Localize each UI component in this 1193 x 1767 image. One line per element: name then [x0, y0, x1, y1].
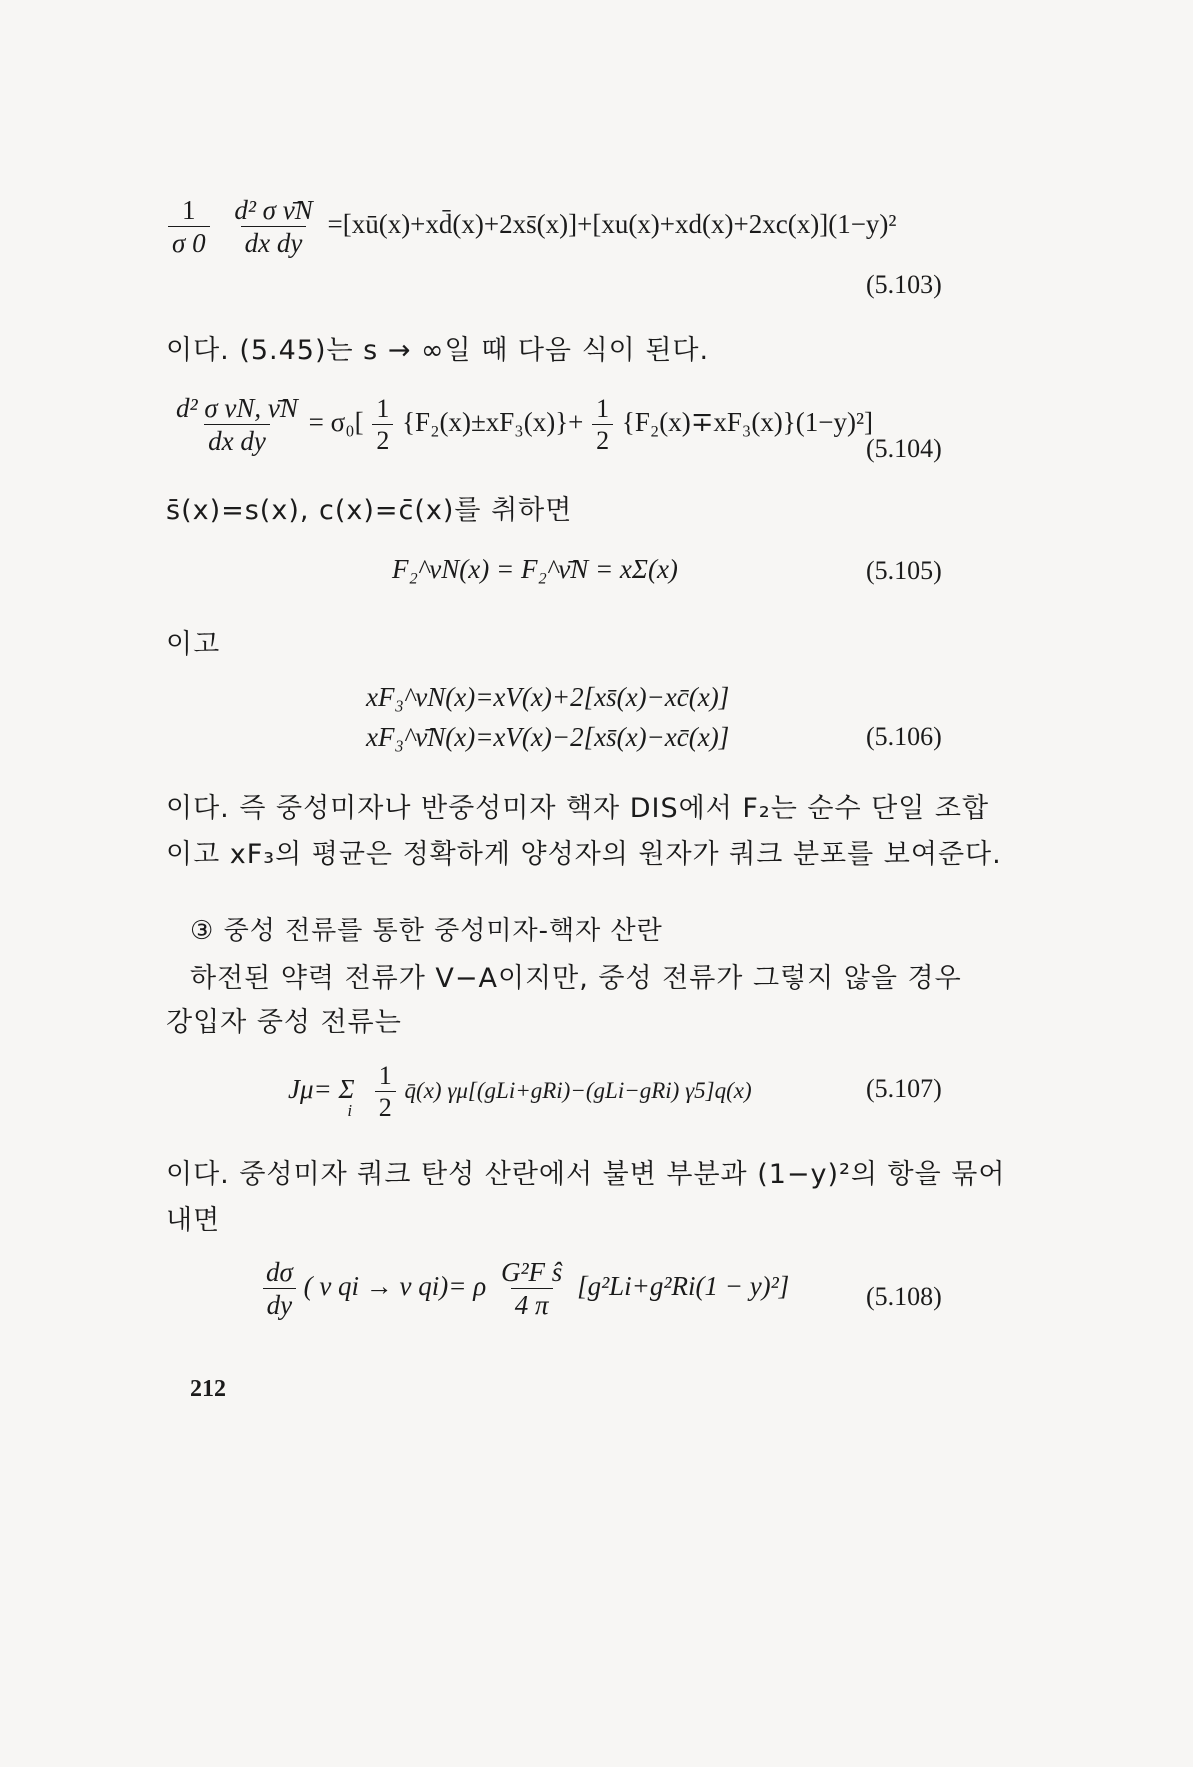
equation-rhs: [g²Li+g²Ri(1 − y)²]: [577, 1271, 790, 1302]
fraction-half: $\frac{1}{2}$: [592, 395, 613, 455]
equation-number: (5.107): [866, 1074, 942, 1103]
equation-5-108: [262, 1258, 789, 1320]
sum-index: i: [347, 1101, 353, 1120]
equation-number: (5.103): [866, 270, 942, 299]
equation-number: (5.105): [866, 556, 942, 585]
paragraph-text: 내면: [166, 1205, 221, 1236]
paragraph-text: 이고: [166, 629, 221, 660]
equation-5-107: Jμ= Σ $_i$ $\frac{1}{2}$ q̄(x) γμ[(gLi+gRi)−(gLi−gRi) γ5]q(x): [288, 1061, 752, 1123]
paragraph-text: 하전된 약력 전류가 V−A이지만, 중성 전류가 그렇지 않을 경우: [190, 963, 962, 994]
equation-rhs-part: = σ₀[: [308, 407, 364, 438]
equation-process: ( ν qi → ν qi)= ρ: [303, 1271, 487, 1302]
equation-number: (5.108): [866, 1282, 942, 1311]
equation-rhs-part: {F₂(x)∓xF₃(x)}(1−y)²]: [621, 407, 874, 438]
page-number: 212: [190, 1376, 226, 1402]
fraction-d2sigma-dxdy: $\frac{\text{d² σ ν̄N}}{\text{dx dy}}$: [234, 195, 313, 259]
paragraph-text: s̄(x)=s(x), c(x)=c̄(x)를 취하면: [166, 495, 573, 526]
fraction-one-over-sigma0: $\frac{1}{\sigma 0}$: [168, 196, 210, 258]
equation-rhs-part: {F₂(x)±xF₃(x)}+: [402, 407, 584, 438]
fraction-dsigma-dy: $\frac{d\sigma}{dy}$: [262, 1258, 297, 1320]
paragraph-text: 이고 xF₃의 평균은 정확하게 양성자의 원자가 쿼크 분포를 보여준다.: [166, 839, 1002, 870]
equation-5-104: [172, 394, 873, 456]
equation-5-105: F₂^νN(x) = F₂^ν̄N = xΣ(x): [392, 554, 678, 584]
equation-rhs: =[xū(x)+xd̄(x)+2xs̄(x)]+[xu(x)+xd(x)+2xc(x)](1−y)²: [327, 209, 897, 240]
section-heading: ③ 중성 전류를 통한 중성미자-핵자 산란: [190, 916, 663, 946]
fraction-d2sigma-dxdy: $\frac{\text{d² σ νN, ν̄N}}{\text{dx dy}}$: [176, 393, 298, 457]
equation-5-103: [168, 196, 897, 258]
equation-5-106-line-1: xF₃^νN(x)=xV(x)+2[xs̄(x)−xc̄(x)]: [366, 682, 730, 712]
paragraph-text: 이다. 중성미자 쿼크 탄성 산란에서 불변 부분과 (1−y)²의 항을 묶어: [166, 1159, 1006, 1190]
equation-5-106-line-2: xF₃^ν̄N(x)=xV(x)−2[xs̄(x)−xc̄(x)]: [366, 722, 730, 752]
fraction-half: $\frac{1}{2}$: [375, 1062, 396, 1122]
paragraph-text: 강입자 중성 전류는: [166, 1007, 402, 1038]
equation-rhs: q̄(x) γμ[(gLi+gRi)−(gLi−gRi) γ5]q(x): [404, 1078, 752, 1103]
paragraph-text: 이다. (5.45)는 s → ∞일 때 다음 식이 된다.: [166, 335, 710, 366]
paragraph-text: 이다. 즉 중성미자나 반중성미자 핵자 DIS에서 F₂는 순수 단일 조합: [166, 793, 990, 824]
fraction-half: $\frac{1}{2}$: [372, 395, 393, 455]
fraction-gf2-s-over-4pi: $\frac{\text{G²F ŝ}}{4 \pi}$: [500, 1257, 563, 1321]
equation-number: (5.104): [866, 434, 942, 463]
equation-number: (5.106): [866, 722, 942, 751]
